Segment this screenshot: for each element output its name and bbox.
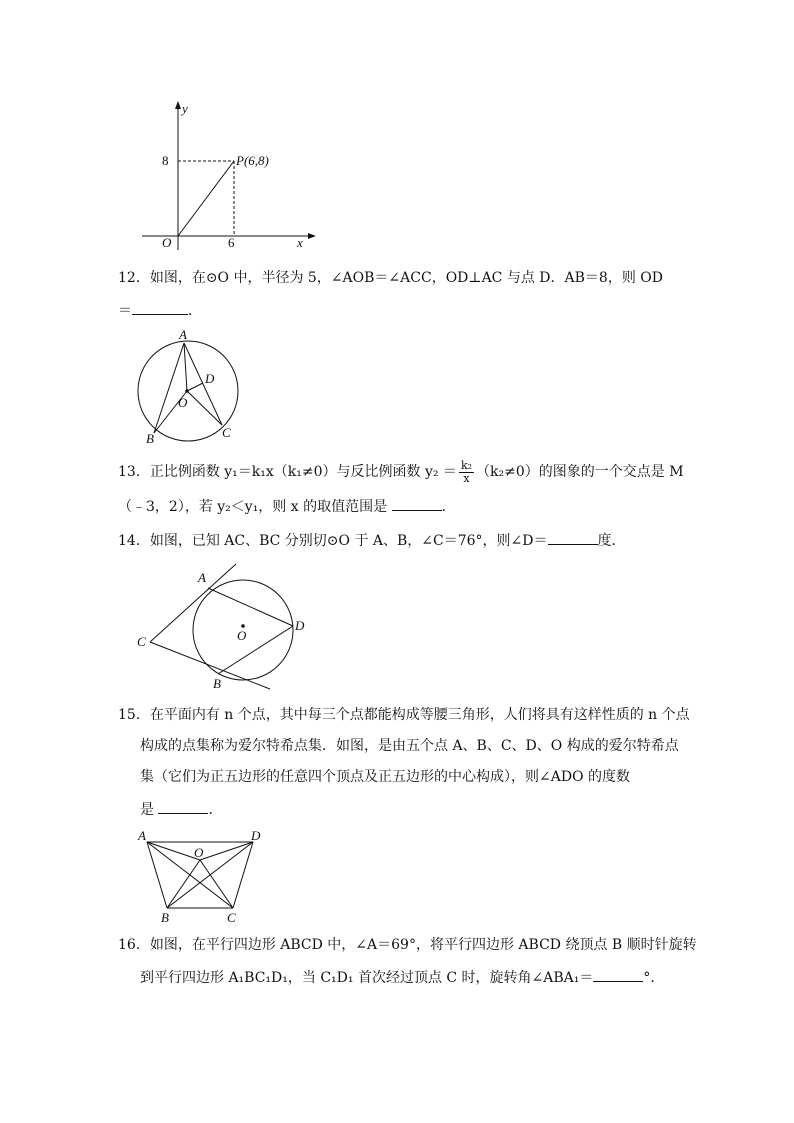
question-13	[118, 458, 684, 515]
label-o: O	[237, 628, 247, 643]
q16-line1: 16．如图，在平行四边形 ABCD 中，∠A＝69°，将平行四边形 ABCD 绕顶点 B 顺时针旋转	[118, 937, 697, 953]
point-p-label: P(6,8)	[236, 153, 269, 168]
q13-line1: 13．正比例函数 y₁＝k₁x（k₁≠0）与反比例函数 y₂ ＝ $\frac{\text{k₂}}{x}$ （k₂≠0）的图象的一个交点是 M	[118, 458, 684, 485]
label-b: B	[161, 910, 169, 925]
label-c: C	[137, 634, 146, 649]
q12-line1: 12．如图，在⊙O 中，半径为 5，∠AOB＝∠ACC，OD⊥AC 与点 D．AB＝8，则 OD	[118, 270, 663, 286]
label-d: D	[251, 828, 261, 843]
seg-co	[200, 860, 233, 908]
label-a: A	[198, 570, 206, 585]
seg-ao	[147, 842, 200, 860]
label-a: A	[138, 828, 146, 843]
q12-answer-blank[interactable]	[132, 300, 188, 315]
question-14	[118, 530, 678, 548]
seg-ao	[184, 343, 187, 391]
label-b: B	[213, 676, 221, 691]
q15-line2: 构成的点集称为爱尔特希点集．如图，是由五个点 A、B、C、D、O 构成的爱尔特希点	[140, 738, 679, 754]
label-c: C	[227, 910, 236, 925]
seg-bd	[218, 626, 293, 674]
label-b: B	[146, 431, 154, 446]
question-16	[118, 936, 697, 986]
seg-do	[200, 842, 253, 860]
label-o: O	[178, 395, 188, 410]
q16-answer-blank[interactable]	[593, 967, 643, 982]
label-c: C	[222, 425, 231, 440]
seg-ad	[208, 588, 293, 626]
q13-line2: （﹣3，2），若 y₂＜y₁，则 x 的取值范围是 ．	[118, 496, 678, 514]
tangent-cb	[150, 642, 270, 689]
q12-line2: ＝ ．	[118, 300, 678, 318]
center-dot	[185, 389, 189, 393]
seg-ab	[154, 343, 184, 433]
label-a: A	[179, 327, 187, 342]
seg-cd	[233, 842, 253, 908]
seg-ac	[184, 343, 222, 425]
x-axis-arrow	[308, 233, 316, 239]
x-tick-label: 6	[228, 235, 235, 250]
op-segment	[178, 161, 234, 236]
circle-figure-q12	[130, 325, 250, 450]
seg-oc	[187, 391, 222, 425]
q13-answer-blank[interactable]	[392, 496, 442, 511]
seg-ab	[147, 842, 167, 908]
fraction-k2-over-x: $\frac{\text{k₂}}{x}$	[460, 458, 473, 485]
tangent-figure-q14	[130, 562, 320, 692]
y-axis-label: y	[182, 101, 188, 116]
q15-line1: 15．在平面内有 n 个点，其中每三个点都能构成等腰三角形，人们将具有这样性质的 n 个点	[118, 707, 690, 723]
coordinate-figure	[140, 95, 320, 255]
q15-answer-blank[interactable]	[158, 799, 208, 814]
label-o: O	[194, 845, 204, 860]
q14-line: 14．如图，已知 AC、BC 分别切⊙O 于 A、B，∠C＝76°，则∠D＝ 度．	[118, 530, 678, 548]
q15-line3: 集（它们为正五边形的任意四个顶点及正五边形的中心构成），则∠ADO 的度数	[140, 769, 630, 785]
question-12	[118, 269, 678, 318]
q15-line4: 是 ．	[118, 799, 678, 817]
label-d: D	[295, 618, 305, 633]
y-tick-label: 8	[162, 153, 169, 168]
x-axis-label: x	[297, 235, 303, 250]
q16-line2: 到平行四边形 A₁BC₁D₁，当 C₁D₁ 首次经过顶点 C 时，旋转角∠ABA₁＝ °．	[118, 967, 678, 985]
q14-answer-blank[interactable]	[548, 530, 598, 545]
erdos-point-set-figure	[135, 828, 265, 926]
question-15	[118, 706, 690, 818]
seg-bo	[167, 860, 200, 908]
origin-label: O	[162, 235, 172, 250]
seg-od	[187, 383, 203, 391]
label-d: D	[205, 371, 215, 386]
y-axis-arrow	[175, 101, 181, 109]
